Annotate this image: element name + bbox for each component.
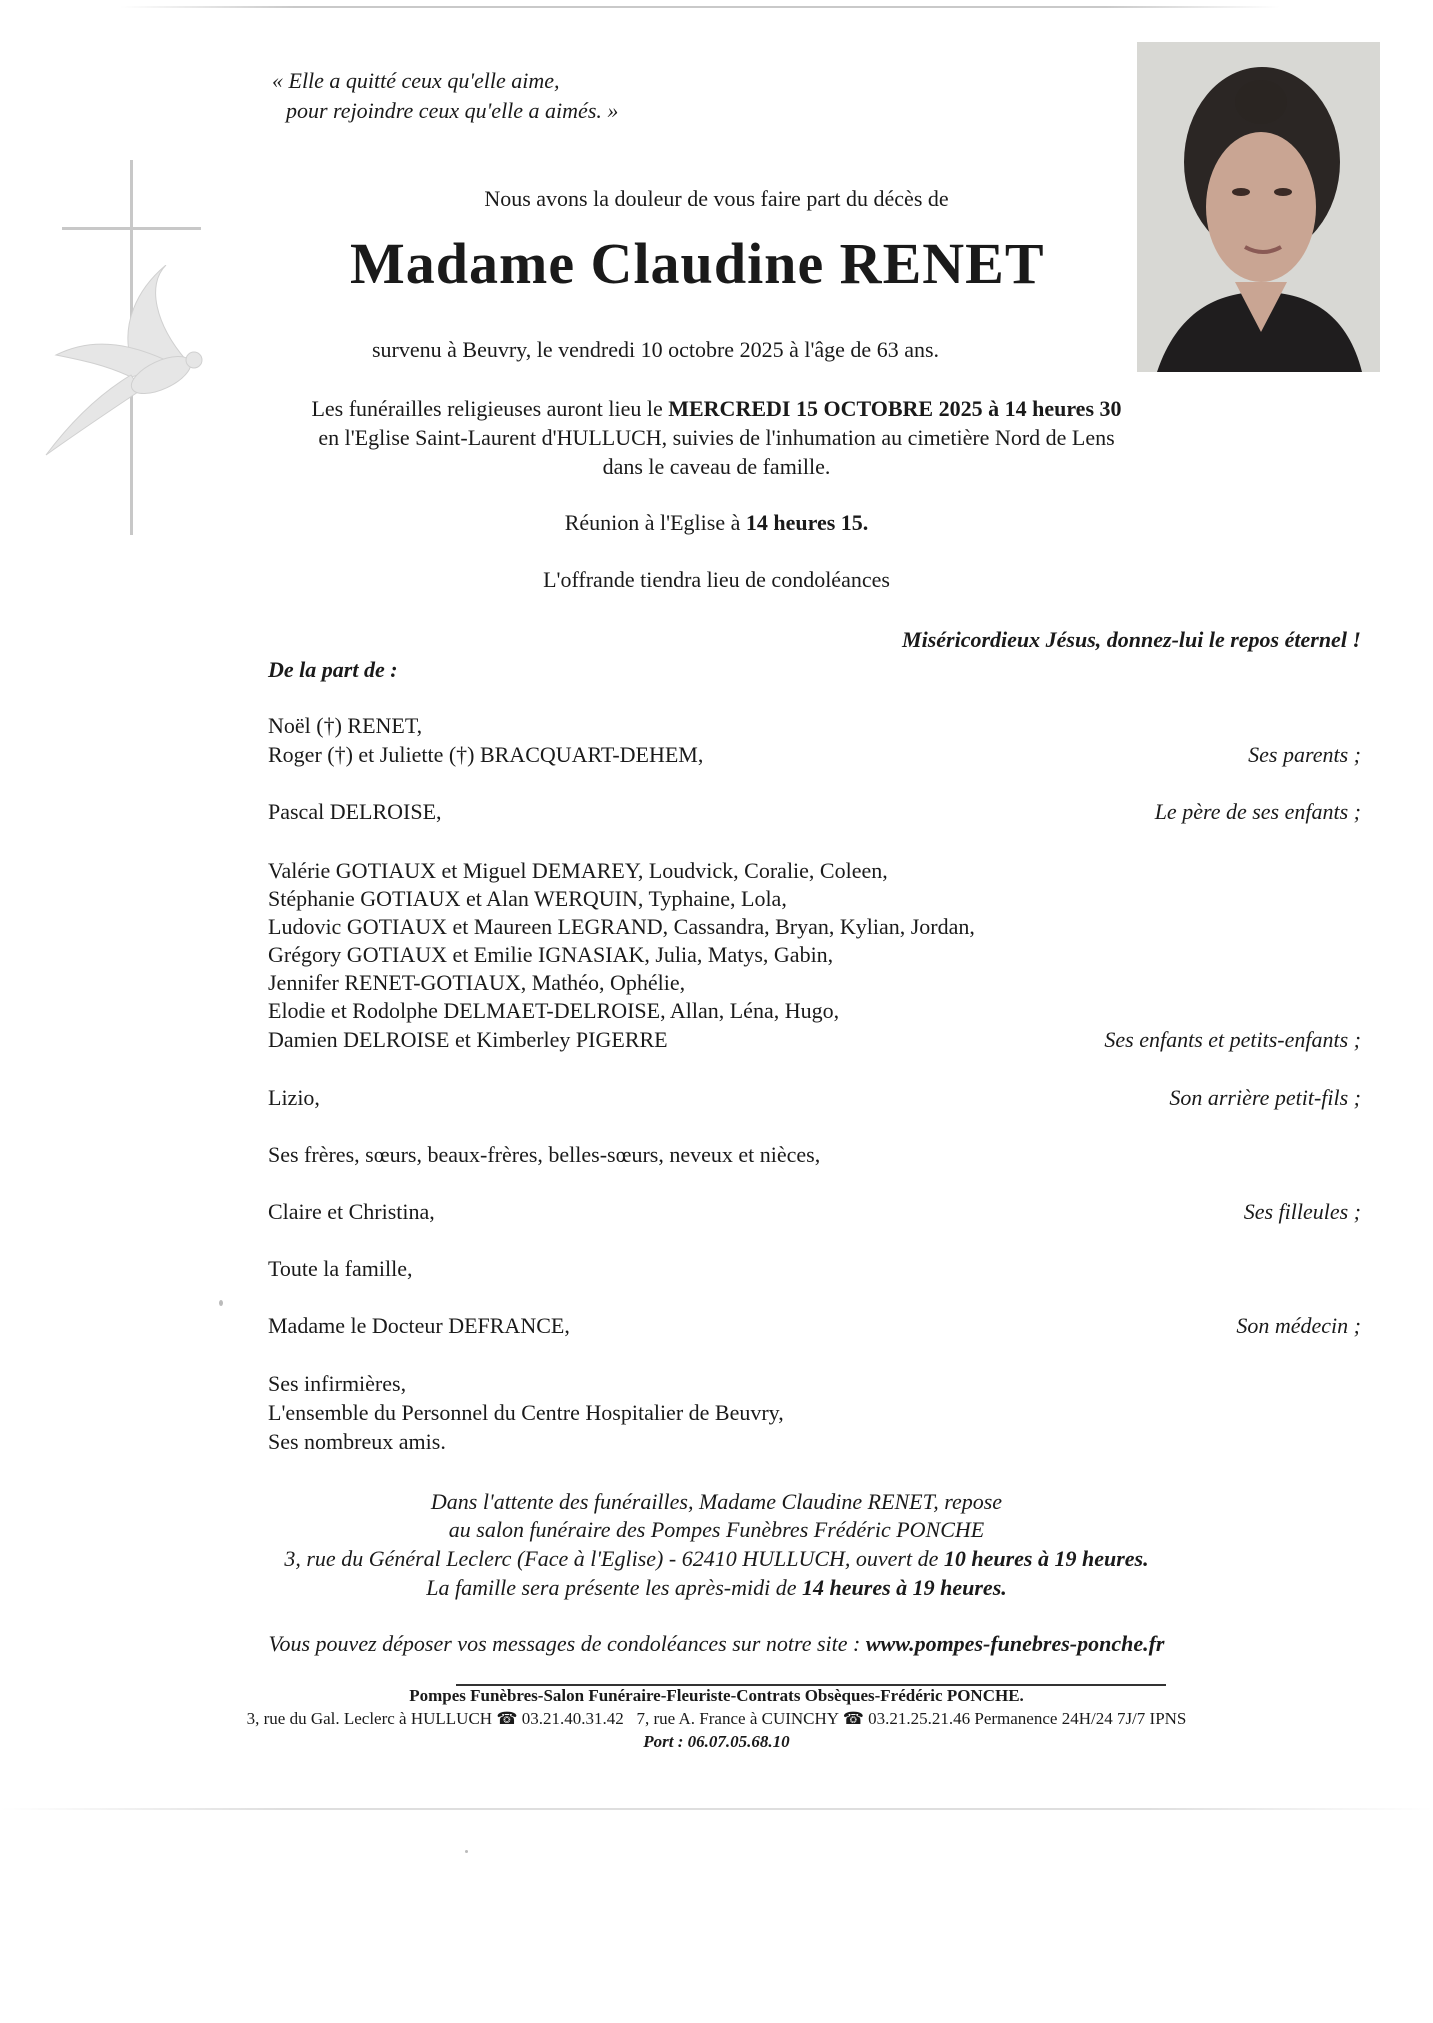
friends-text: Ses nombreux amis.: [268, 1429, 446, 1454]
family-presence: [0, 1573, 1433, 1602]
phone-icon: ☎: [496, 1709, 518, 1728]
footer-port: Port : 06.07.05.68.10: [643, 1732, 790, 1751]
children-line: Elodie et Rodolphe DELMAET-DELROISE, Allan, Léna, Hugo,: [268, 998, 840, 1023]
wake-line: au salon funéraire des Pompes Funèbres Frédéric PONCHE: [448, 1517, 985, 1542]
siblings-text: Ses frères, sœurs, beaux-frères, belles-sœurs, neveux et nièces,: [268, 1142, 821, 1167]
wake-line: Dans l'attente des funérailles, Madame Claudine RENET, repose: [430, 1489, 1003, 1514]
prayer-line: Miséricordieux Jésus, donnez-lui le repos éternel !: [902, 627, 1361, 652]
relation-label: Le père de ses enfants ;: [1154, 799, 1361, 824]
children-line: Jennifer RENET-GOTIAUX, Mathéo, Ophélie,: [268, 970, 686, 995]
phone-icon: ☎: [842, 1709, 864, 1728]
parents-name: Noël (†) RENET,: [268, 713, 423, 738]
footer-address: 7, rue A. France à CUINCHY: [636, 1709, 839, 1728]
family-presence-hours: 14 heures à 19 heures.: [802, 1575, 1007, 1600]
footer-permanence: Permanence 24H/24 7J/7 IPNS: [974, 1709, 1187, 1728]
quote-line: pour rejoindre ceux qu'elle a aimés. »: [286, 98, 619, 123]
hospital-text: L'ensemble du Personnel du Centre Hospitalier de Beuvry,: [268, 1400, 784, 1425]
meeting-line: [0, 508, 1433, 537]
condolences-line: [0, 1629, 1433, 1658]
quote-line: « Elle a quitté ceux qu'elle aime,: [272, 68, 560, 93]
relation-label: Son médecin ;: [1236, 1313, 1361, 1338]
wake-address: [0, 1544, 1433, 1573]
intro-text: Nous avons la douleur de vous faire part du décès de: [484, 186, 949, 211]
parents-name: Roger (†) et Juliette (†) BRACQUART-DEHEM,: [268, 742, 704, 767]
relation-label: Son arrière petit-fils ;: [1169, 1085, 1361, 1110]
scan-speck: [465, 1850, 468, 1853]
meeting-time: 14 heures 15.: [745, 510, 869, 535]
footer-phone: 03.21.25.21.46: [868, 1709, 971, 1728]
children-line: Valérie GOTIAUX et Miguel DEMAREY, Loudvick, Coralie, Coleen,: [268, 858, 888, 883]
whole-family-text: Toute la famille,: [268, 1256, 413, 1281]
footer-title: Pompes Funèbres-Salon Funéraire-Fleuriste-Contrats Obsèques-Frédéric PONCHE.: [409, 1686, 1024, 1705]
footer-contacts: [0, 1709, 1433, 1729]
funeral-line: [0, 394, 1433, 423]
children-line: Grégory GOTIAUX et Emilie IGNASIAK, Julia, Matys, Gabin,: [268, 942, 834, 967]
funeral-prefix: Les funérailles religieuses auront lieu le: [311, 396, 669, 421]
meeting-prefix: Réunion à l'Eglise à: [564, 510, 746, 535]
wake-address-text: 3, rue du Général Leclerc (Face à l'Eglise) - 62410 HULLUCH, ouvert de: [284, 1546, 944, 1571]
goddaughters-names: Claire et Christina,: [268, 1199, 435, 1224]
deceased-details: survenu à Beuvry, le vendredi 10 octobre 2025 à l'âge de 63 ans.: [372, 337, 940, 362]
footer-address: 3, rue du Gal. Leclerc à HULLUCH: [246, 1709, 493, 1728]
family-presence-text: La famille sera présente les après-midi de: [426, 1575, 803, 1600]
from-label: De la part de :: [268, 657, 398, 682]
funeral-date: MERCREDI 15 OCTOBRE 2025 à 14 heures 30: [668, 396, 1122, 421]
children-line: Ludovic GOTIAUX et Maureen LEGRAND, Cassandra, Bryan, Kylian, Jordan,: [268, 914, 975, 939]
condolences-text: Vous pouvez déposer vos messages de condoléances sur notre site :: [268, 1631, 866, 1656]
wake-hours: 10 heures à 19 heures.: [943, 1546, 1149, 1571]
relation-label: Ses enfants et petits-enfants ;: [1104, 1027, 1361, 1052]
great-grandson-name: Lizio,: [268, 1085, 320, 1110]
children-line: Damien DELROISE et Kimberley PIGERRE: [268, 1027, 668, 1052]
epitaph-quote: [272, 66, 618, 126]
offering-line: L'offrande tiendra lieu de condoléances: [543, 567, 890, 592]
scan-edge-bottom: [0, 1808, 1433, 1810]
cross-bar: [62, 227, 201, 230]
scan-speck: [219, 1300, 223, 1306]
funeral-location: en l'Eglise Saint-Laurent d'HULLUCH, suivies de l'inhumation au cimetière Nord de Lens: [318, 425, 1115, 450]
deceased-name: Madame Claudine RENET: [350, 231, 1045, 296]
children-line: Stéphanie GOTIAUX et Alan WERQUIN, Typhaine, Lola,: [268, 886, 787, 911]
doctor-name: Madame le Docteur DEFRANCE,: [268, 1313, 570, 1338]
father-name: Pascal DELROISE,: [268, 799, 442, 824]
nurses-text: Ses infirmières,: [268, 1371, 407, 1396]
relation-label: Ses parents ;: [1248, 742, 1361, 767]
scan-edge-top: [120, 6, 1280, 8]
website-link[interactable]: www.pompes-funebres-ponche.fr: [865, 1631, 1165, 1656]
relation-label: Ses filleules ;: [1243, 1199, 1361, 1224]
footer-phone: 03.21.40.31.42: [521, 1709, 624, 1728]
burial-location: dans le caveau de famille.: [602, 454, 831, 479]
